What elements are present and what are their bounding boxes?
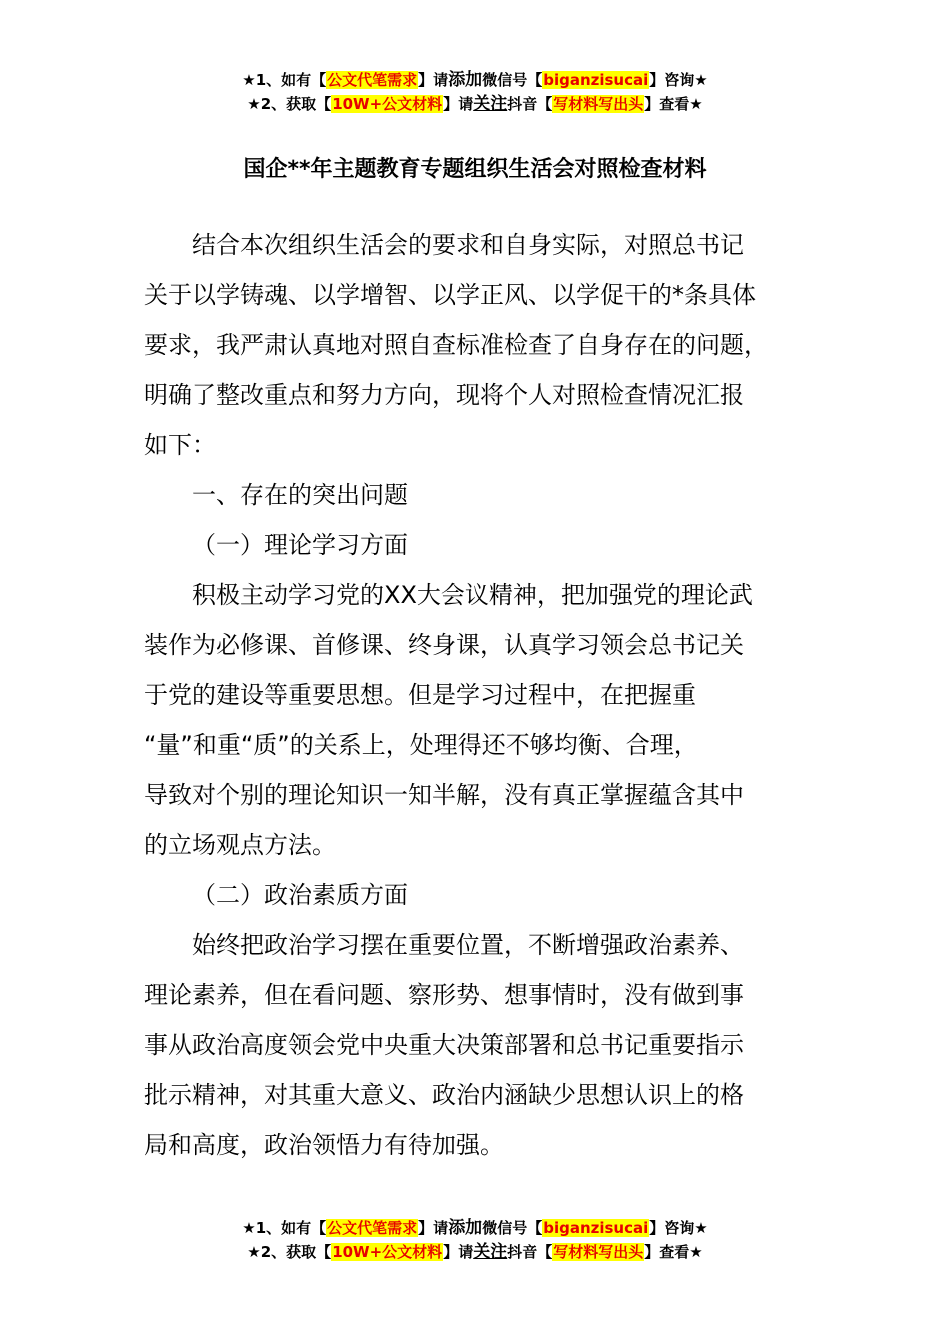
promo-text: 抖音【	[507, 95, 553, 113]
paragraph-line: 的立场观点方法。	[144, 831, 336, 859]
promo-text: ★2、获取【	[247, 95, 332, 113]
promo-highlight-douyin: 写材料写出头	[553, 95, 644, 113]
promo-line-1	[0, 1216, 950, 1240]
promo-text: 】请	[443, 1243, 474, 1261]
document-title: 国企**年主题教育专题组织生活会对照检查材料	[243, 157, 707, 182]
paragraph-line: 积极主动学习党的XX大会议精神，把加强党的理论武	[192, 581, 753, 609]
paragraph-line: 于党的建设等重要思想。但是学习过程中，在把握重	[144, 681, 696, 709]
promo-text: 微信号【	[482, 1219, 543, 1237]
paragraph-line: 批示精神，对其重大意义、政治内涵缺少思想认识上的格	[144, 1081, 744, 1109]
paragraph-line: 局和高度，政治领悟力有待加强。	[144, 1131, 504, 1159]
paragraph-line: 如下：	[144, 431, 216, 459]
promo-footer	[0, 1216, 950, 1264]
promo-text: 】请	[418, 1219, 449, 1237]
promo-line-2	[0, 1240, 950, 1264]
paragraph-line: 事从政治高度领会党中央重大决策部署和总书记重要指示	[144, 1031, 744, 1059]
promo-emphasis: 关注	[473, 1242, 508, 1262]
promo-highlight-wechat: biganzisucai	[543, 1219, 649, 1237]
promo-highlight-materials: 10W+公文材料	[332, 1243, 443, 1261]
promo-emphasis: 关注	[473, 94, 508, 114]
promo-highlight-service: 公文代笔需求	[327, 1219, 418, 1237]
paragraph-line: 导致对个别的理论知识一知半解，没有真正掌握蕴含其中	[144, 781, 744, 809]
promo-text: 】咨询★	[649, 71, 708, 89]
promo-text: 】咨询★	[649, 1219, 708, 1237]
paragraph-line: 结合本次组织生活会的要求和自身实际，对照总书记	[192, 231, 744, 259]
promo-highlight-service: 公文代笔需求	[327, 71, 418, 89]
promo-highlight-douyin: 写材料写出头	[553, 1243, 644, 1261]
promo-highlight-wechat: biganzisucai	[543, 71, 649, 89]
document-body	[144, 220, 809, 1170]
promo-line-1	[0, 68, 950, 92]
section-heading: 一、存在的突出问题	[192, 481, 408, 509]
subsection-heading: （二）政治素质方面	[192, 881, 408, 909]
paragraph-line: 理论素养，但在看问题、察形势、想事情时，没有做到事	[144, 981, 744, 1009]
promo-text: 微信号【	[482, 71, 543, 89]
promo-text: 】请	[443, 95, 474, 113]
promo-header	[0, 68, 950, 116]
paragraph-line: 要求，我严肃认真地对照自查标准检查了自身存在的问题，	[144, 331, 768, 359]
paragraph-line: 关于以学铸魂、以学增智、以学正风、以学促干的*条具体	[144, 281, 756, 309]
promo-emphasis: 添加	[448, 70, 483, 90]
promo-text: 】查看★	[644, 95, 703, 113]
promo-line-2	[0, 92, 950, 116]
paragraph-line: 装作为必修课、首修课、终身课，认真学习领会总书记关	[144, 631, 744, 659]
promo-text: ★1、如有【	[242, 1219, 327, 1237]
promo-emphasis: 添加	[448, 1218, 483, 1238]
paragraph-line: 始终把政治学习摆在重要位置，不断增强政治素养、	[192, 931, 744, 959]
promo-text: 】查看★	[644, 1243, 703, 1261]
paragraph-line: “量”和重“质”的关系上，处理得还不够均衡、合理，	[144, 731, 698, 759]
promo-text: ★2、获取【	[247, 1243, 332, 1261]
promo-highlight-materials: 10W+公文材料	[332, 95, 443, 113]
paragraph-line: 明确了整改重点和努力方向，现将个人对照检查情况汇报	[144, 381, 744, 409]
promo-text: 】请	[418, 71, 449, 89]
promo-text: ★1、如有【	[242, 71, 327, 89]
promo-text: 抖音【	[507, 1243, 553, 1261]
subsection-heading: （一）理论学习方面	[192, 531, 408, 559]
